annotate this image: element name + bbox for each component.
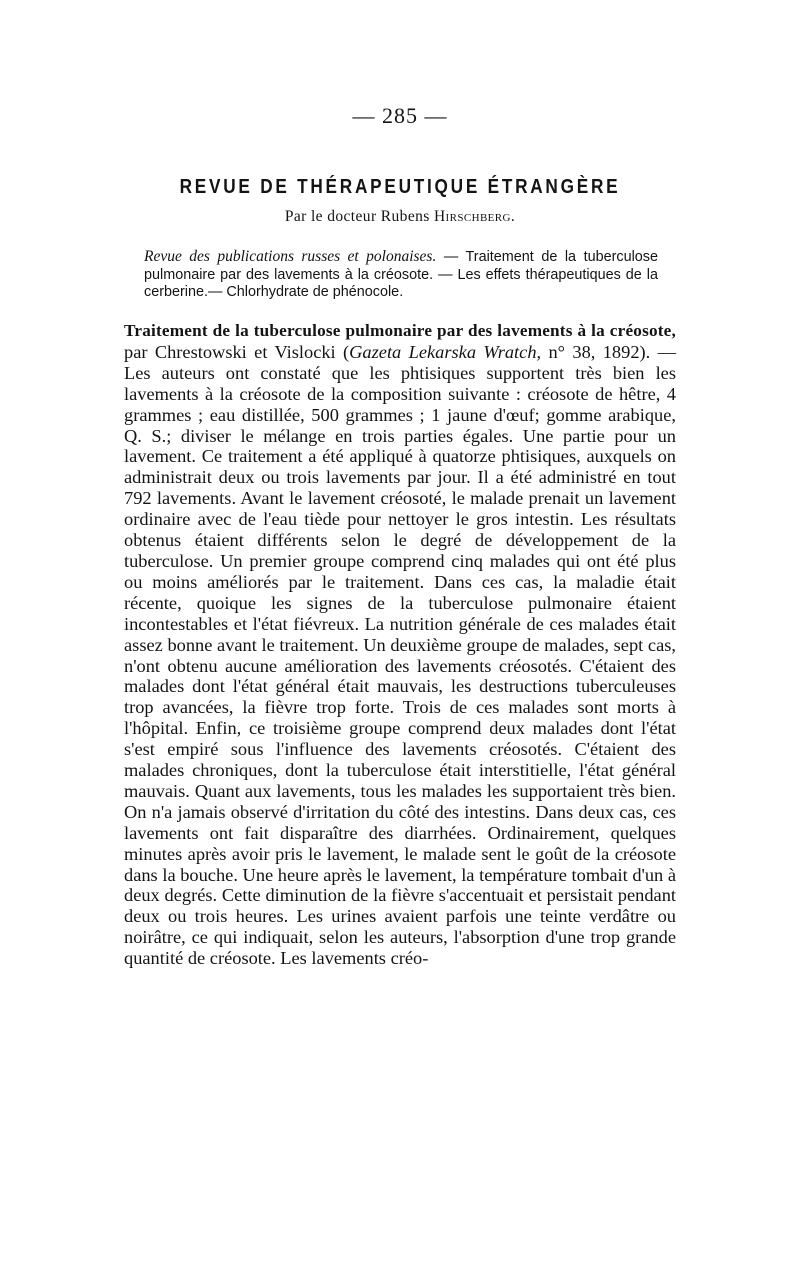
section-title: REVUE DE THÉRAPEUTIQUE ÉTRANGÈRE bbox=[179, 176, 621, 198]
article-paragraph: Les auteurs ont constaté que les phtisiques supportent très bien les lavements à la créosote de la composition suivante : créosote de hêtre, 4 grammes ; eau distillée, 500 grammes ; 1 jaune d'œuf; gomme arabique, Q. S.; diviser le mélange en trois parties égales. Une partie pour un lavement. Ce traitement a été appliqué à quatorze phtisiques, auxquels on administrait deux ou trois lavements par jour. Il a été administré en tout 792 lavements. Avant le lavement créosoté, le malade prenait un lavement ordinaire avec de l'eau tiède pour nettoyer le gros intestin. Les résultats obtenus étaient différents selon le degré de développement de la tuberculose. Un premier groupe comprend cinq malades qui ont été plus ou moins améliorés par le traitement. Dans ces cas, la maladie était récente, quoique les signes de la tuberculose pulmonaire étaient incontestables et l'état fiévreux. La nutrition générale de ces malades était assez bonne avant le traitement. Un deuxième groupe de malades, sept cas, n'ont obtenu aucune amélioration des lavements créosotés. C'étaient des malades dont l'état général était mauvais, les destructions tuberculeuses trop avancées, la fièvre trop forte. Trois de ces malades sont morts à l'hôpital. Enfin, ce troisième groupe comprend deux malades dont l'état s'est empiré sous l'influence des lavements créosotés. C'étaient des malades chroniques, dont la tuberculose était interstitielle, l'état général mauvais. Quant aux lavements, tous les malades les supportaient très bien. On n'a jamais observé d'irritation du côté des intestins. Dans deux cas, ces lavements ont fait disparaître des diarrhées. Ordinairement, quelques minutes après avoir pris le lavement, le malade sent le goût de la créosote dans la bouche. Une heure après le lavement, la température tombait d'un à deux degrés. Cette diminution de la fièvre s'accentuait et persistait pendant deux ou trois heures. Les urines avaient parfois une teinte verdâtre ou noirâtre, ce qui indiquait, selon les auteurs, l'absorption d'une trop grande quantité de créosote. Les lavements créo- bbox=[124, 362, 676, 969]
section-summary bbox=[144, 248, 658, 302]
article-citation-suffix: n° 38, 1892). — bbox=[541, 341, 676, 362]
byline-prefix: Par le docteur Rubens bbox=[284, 208, 434, 225]
journal-name: Gazeta Lekarska Wratch, bbox=[349, 341, 542, 362]
author-name: Hirschberg bbox=[433, 208, 511, 225]
article-citation-prefix: par Chrestowski et Vislocki ( bbox=[124, 341, 350, 362]
article-body bbox=[124, 320, 676, 969]
byline bbox=[124, 208, 676, 226]
byline-suffix: . bbox=[510, 208, 516, 225]
summary-lead: Revue des publications russes et polonaises. bbox=[144, 248, 437, 265]
article-title: Traitement de la tuberculose pulmonaire par des lavements à la créosote, bbox=[124, 321, 676, 340]
summary-text: — Traitement de la tuberculose pulmonaire par des lavements à la créosote. — Les effets thérapeutiques de la cerberine.— Chlorhydrate de phénocole. bbox=[144, 249, 658, 301]
page-number: — 285 — bbox=[352, 103, 448, 128]
